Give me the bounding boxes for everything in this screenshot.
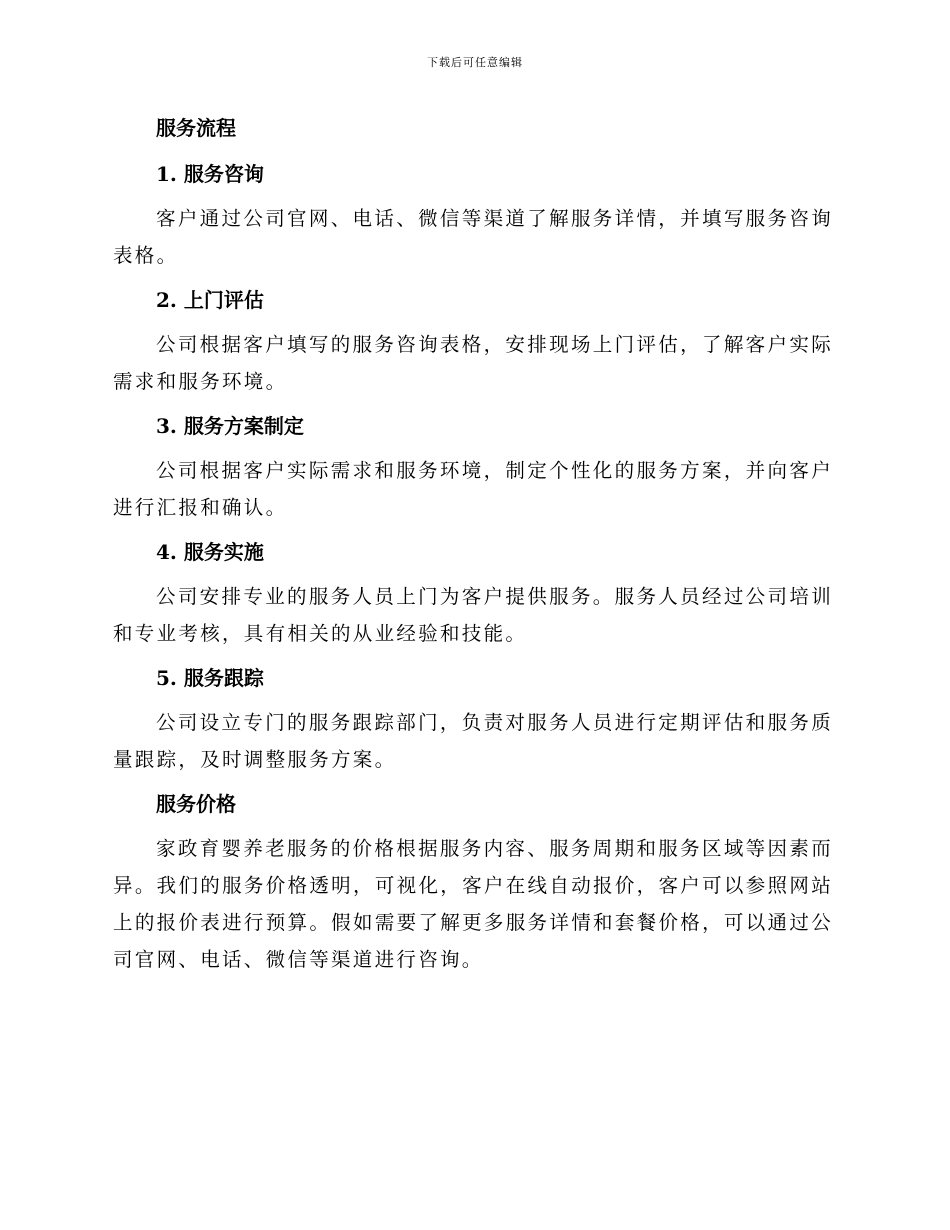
section-title-service-price: 服务价格 [156,792,236,816]
document-body [113,108,833,978]
step-title-4: 4. 服务实施 [156,540,264,564]
step-title-3: 3. 服务方案制定 [156,414,304,438]
service-price-text: 家政育婴养老服务的价格根据服务内容、服务周期和服务区域等因素而异。我们的服务价格透明，可视化，客户在线自动报价，客户可以参照网站上的报价表进行预算。假如需要了解更多服务详情和套餐价格，可以通过公司官网、电话、微信等渠道进行咨询。 [113,837,833,971]
step-title-1: 1. 服务咨询 [156,162,264,186]
page-header-note: 下载后可任意编辑 [427,56,523,69]
step-text-4: 公司安排专业的服务人员上门为客户提供服务。服务人员经过公司培训和专业考核，具有相关的从业经验和技能。 [113,585,833,645]
step-title-2: 2. 上门评估 [156,288,264,312]
step-title-5: 5. 服务跟踪 [156,666,264,690]
step-text-5: 公司设立专门的服务跟踪部门，负责对服务人员进行定期评估和服务质量跟踪，及时调整服务方案。 [113,711,833,771]
step-text-3: 公司根据客户实际需求和服务环境，制定个性化的服务方案，并向客户进行汇报和确认。 [113,459,833,519]
step-text-2: 公司根据客户填写的服务咨询表格，安排现场上门评估，了解客户实际需求和服务环境。 [113,333,833,393]
step-text-1: 客户通过公司官网、电话、微信等渠道了解服务详情，并填写服务咨询表格。 [113,207,833,267]
section-title-service-process: 服务流程 [156,116,236,140]
